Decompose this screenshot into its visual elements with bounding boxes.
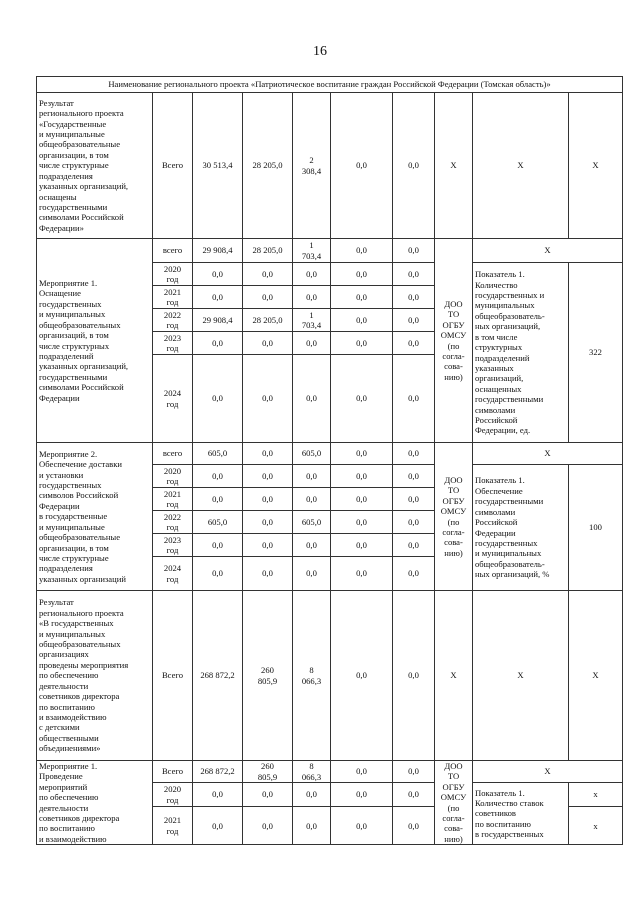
result-row: [37, 93, 623, 239]
total-label: Всего: [153, 761, 193, 783]
value-cell: 0,0: [331, 761, 393, 783]
executor-cell: ДОО ТО ОГБУ ОМСУ (по согла- сова- нию): [435, 239, 473, 443]
value-cell: 0,0: [393, 355, 435, 443]
value-cell: 0,0: [243, 534, 293, 557]
year-label: 2022 год: [153, 511, 193, 534]
value-cell: 0,0: [193, 534, 243, 557]
value-cell: 0,0: [243, 332, 293, 355]
result-name: Результат регионального проекта «Государственные и муниципальные общеобразовательные организации, в том числе структурные подразделения указанных организаций, оснащены государственными символами Российской Федерации»: [37, 93, 153, 239]
value-cell: 0,0: [243, 783, 293, 807]
value-cell: 0,0: [331, 557, 393, 591]
project-header-row: [37, 77, 623, 93]
value-cell: 0,0: [293, 488, 331, 511]
value-cell: 0,0: [243, 443, 293, 465]
year-label: 2023 год: [153, 332, 193, 355]
result-row: [37, 591, 623, 761]
value-cell: 0,0: [393, 534, 435, 557]
value-cell: 260 805,9: [243, 591, 293, 761]
executor-cell: ДОО ТО ОГБУ ОМСУ (по согла- сова- нию): [435, 443, 473, 591]
value-cell: 29 908,4: [193, 309, 243, 332]
value-cell: 0,0: [243, 557, 293, 591]
value-cell: 0,0: [393, 309, 435, 332]
x-cell: Х: [473, 761, 623, 783]
year-label: 2023 год: [153, 534, 193, 557]
x-cell: Х: [473, 591, 569, 761]
value-cell: 0,0: [193, 783, 243, 807]
value-cell: 0,0: [293, 783, 331, 807]
value-cell: 28 205,0: [243, 93, 293, 239]
value-cell: 0,0: [331, 263, 393, 286]
executor-cell: ДОО ТО ОГБУ ОМСУ (по согла- сова- нию): [435, 761, 473, 845]
value-cell: 0,0: [193, 465, 243, 488]
measure-name: Мероприятие 2. Обеспечение доставки и установки государственных символов Российской Федерации в государственные и муниципальные общеобразовательные организации, в том числе структурные подразделения указанных организаций: [37, 443, 153, 591]
value-cell: 0,0: [331, 93, 393, 239]
value-cell: 268 872,2: [193, 761, 243, 783]
value-cell: 0,0: [393, 332, 435, 355]
value-cell: 0,0: [331, 332, 393, 355]
indicator-cell: Показатель 1. Количество ставок советников по воспитанию в государственных: [473, 783, 569, 845]
value-cell: 0,0: [393, 93, 435, 239]
value-cell: 0,0: [331, 511, 393, 534]
value-cell: 0,0: [243, 511, 293, 534]
year-label: 2021 год: [153, 488, 193, 511]
value-cell: 8 066,3: [293, 591, 331, 761]
indicator-cell: Показатель 1. Количество государственных и муниципальных общеобразователь- ных организаций, в том числе структурных подразделений указанных организаций, оснащенных государственными символами Российской Федерации, ед.: [473, 263, 569, 443]
value-cell: 0,0: [393, 488, 435, 511]
value-cell: 0,0: [193, 332, 243, 355]
value-cell: 29 908,4: [193, 239, 243, 263]
value-cell: 0,0: [293, 534, 331, 557]
value-cell: 0,0: [293, 355, 331, 443]
year-label: 2021 год: [153, 286, 193, 309]
measure-total-row: [37, 239, 623, 263]
value-cell: 30 513,4: [193, 93, 243, 239]
year-label: 2020 год: [153, 465, 193, 488]
total-label: Всего: [153, 591, 193, 761]
value-cell: 0,0: [193, 286, 243, 309]
value-cell: 0,0: [293, 807, 331, 845]
measure-total-row: [37, 761, 623, 783]
x-cell: Х: [473, 443, 623, 465]
value-cell: 0,0: [293, 465, 331, 488]
value-cell: 0,0: [243, 488, 293, 511]
indicator-cell: Показатель 1. Обеспечение государственными символами Российской Федерации государственных и муниципальных общеобразователь- ных организаций, %: [473, 465, 569, 591]
total-label: Всего: [153, 93, 193, 239]
value-cell: 605,0: [293, 443, 331, 465]
value-cell: 0,0: [293, 286, 331, 309]
value-cell: 0,0: [243, 355, 293, 443]
value-cell: 0,0: [331, 443, 393, 465]
x-cell: Х: [473, 239, 623, 263]
project-header: Наименование регионального проекта «Патриотическое воспитание граждан Российской Федерации (Томская область)»: [37, 77, 623, 93]
value-cell: 0,0: [243, 465, 293, 488]
value-cell: 0,0: [331, 355, 393, 443]
indicator-value: 322: [569, 263, 623, 443]
value-cell: 0,0: [331, 783, 393, 807]
value-cell: 0,0: [331, 591, 393, 761]
value-cell: 28 205,0: [243, 239, 293, 263]
value-cell: 0,0: [193, 807, 243, 845]
year-label: 2021 год: [153, 807, 193, 845]
value-cell: 1 703,4: [293, 239, 331, 263]
year-label: 2020 год: [153, 263, 193, 286]
value-cell: 0,0: [393, 239, 435, 263]
value-cell: 0,0: [331, 488, 393, 511]
value-cell: 0,0: [331, 534, 393, 557]
value-cell: 0,0: [393, 263, 435, 286]
value-cell: 0,0: [331, 807, 393, 845]
measure-total-row: [37, 443, 623, 465]
value-cell: 605,0: [193, 443, 243, 465]
value-cell: 0,0: [393, 443, 435, 465]
measure-name: Мероприятие 1. Проведение мероприятий по обеспечению деятельности советников директора по воспитанию и взаимодействию: [37, 761, 153, 845]
value-cell: 0,0: [393, 511, 435, 534]
value-cell: 0,0: [293, 557, 331, 591]
year-label: 2024 год: [153, 557, 193, 591]
value-cell: 0,0: [393, 783, 435, 807]
x-cell: Х: [435, 93, 473, 239]
total-label: всего: [153, 239, 193, 263]
value-cell: 0,0: [243, 263, 293, 286]
result-name: Результат регионального проекта «В государственных и муниципальных общеобразовательных организациях проведены мероприятия по обеспечению деятельности советников директора по воспитанию и взаимодействию с детскими общественными объединениями»: [37, 591, 153, 761]
total-label: всего: [153, 443, 193, 465]
value-cell: 260 805,9: [243, 761, 293, 783]
value-cell: 0,0: [293, 263, 331, 286]
value-cell: 0,0: [393, 761, 435, 783]
value-cell: 0,0: [193, 263, 243, 286]
value-cell: 605,0: [293, 511, 331, 534]
value-cell: 0,0: [193, 557, 243, 591]
value-cell: 0,0: [243, 286, 293, 309]
value-cell: 0,0: [393, 591, 435, 761]
value-cell: 0,0: [393, 557, 435, 591]
value-cell: 0,0: [393, 286, 435, 309]
value-cell: 0,0: [293, 332, 331, 355]
value-cell: 0,0: [193, 488, 243, 511]
indicator-value: х: [569, 807, 623, 845]
value-cell: 28 205,0: [243, 309, 293, 332]
budget-table: [36, 76, 623, 845]
measure-name: Мероприятие 1. Оснащение государственных и муниципальных общеобразовательных организаций, в том числе структурных подразделений указанных организаций, государственными символами Российской Федерации: [37, 239, 153, 443]
value-cell: 0,0: [331, 239, 393, 263]
year-label: 2024 год: [153, 355, 193, 443]
value-cell: 0,0: [393, 465, 435, 488]
value-cell: 0,0: [393, 807, 435, 845]
value-cell: 0,0: [243, 807, 293, 845]
value-cell: 268 872,2: [193, 591, 243, 761]
page-number: 16: [313, 44, 327, 59]
x-cell: Х: [569, 591, 623, 761]
x-cell: Х: [473, 93, 569, 239]
x-cell: Х: [569, 93, 623, 239]
year-label: 2022 год: [153, 309, 193, 332]
value-cell: 605,0: [193, 511, 243, 534]
year-label: 2020 год: [153, 783, 193, 807]
value-cell: 1 703,4: [293, 309, 331, 332]
value-cell: 0,0: [193, 355, 243, 443]
value-cell: 2 308,4: [293, 93, 331, 239]
value-cell: 0,0: [331, 465, 393, 488]
value-cell: 0,0: [331, 309, 393, 332]
indicator-value: х: [569, 783, 623, 807]
x-cell: Х: [435, 591, 473, 761]
value-cell: 0,0: [331, 286, 393, 309]
value-cell: 8 066,3: [293, 761, 331, 783]
indicator-value: 100: [569, 465, 623, 591]
